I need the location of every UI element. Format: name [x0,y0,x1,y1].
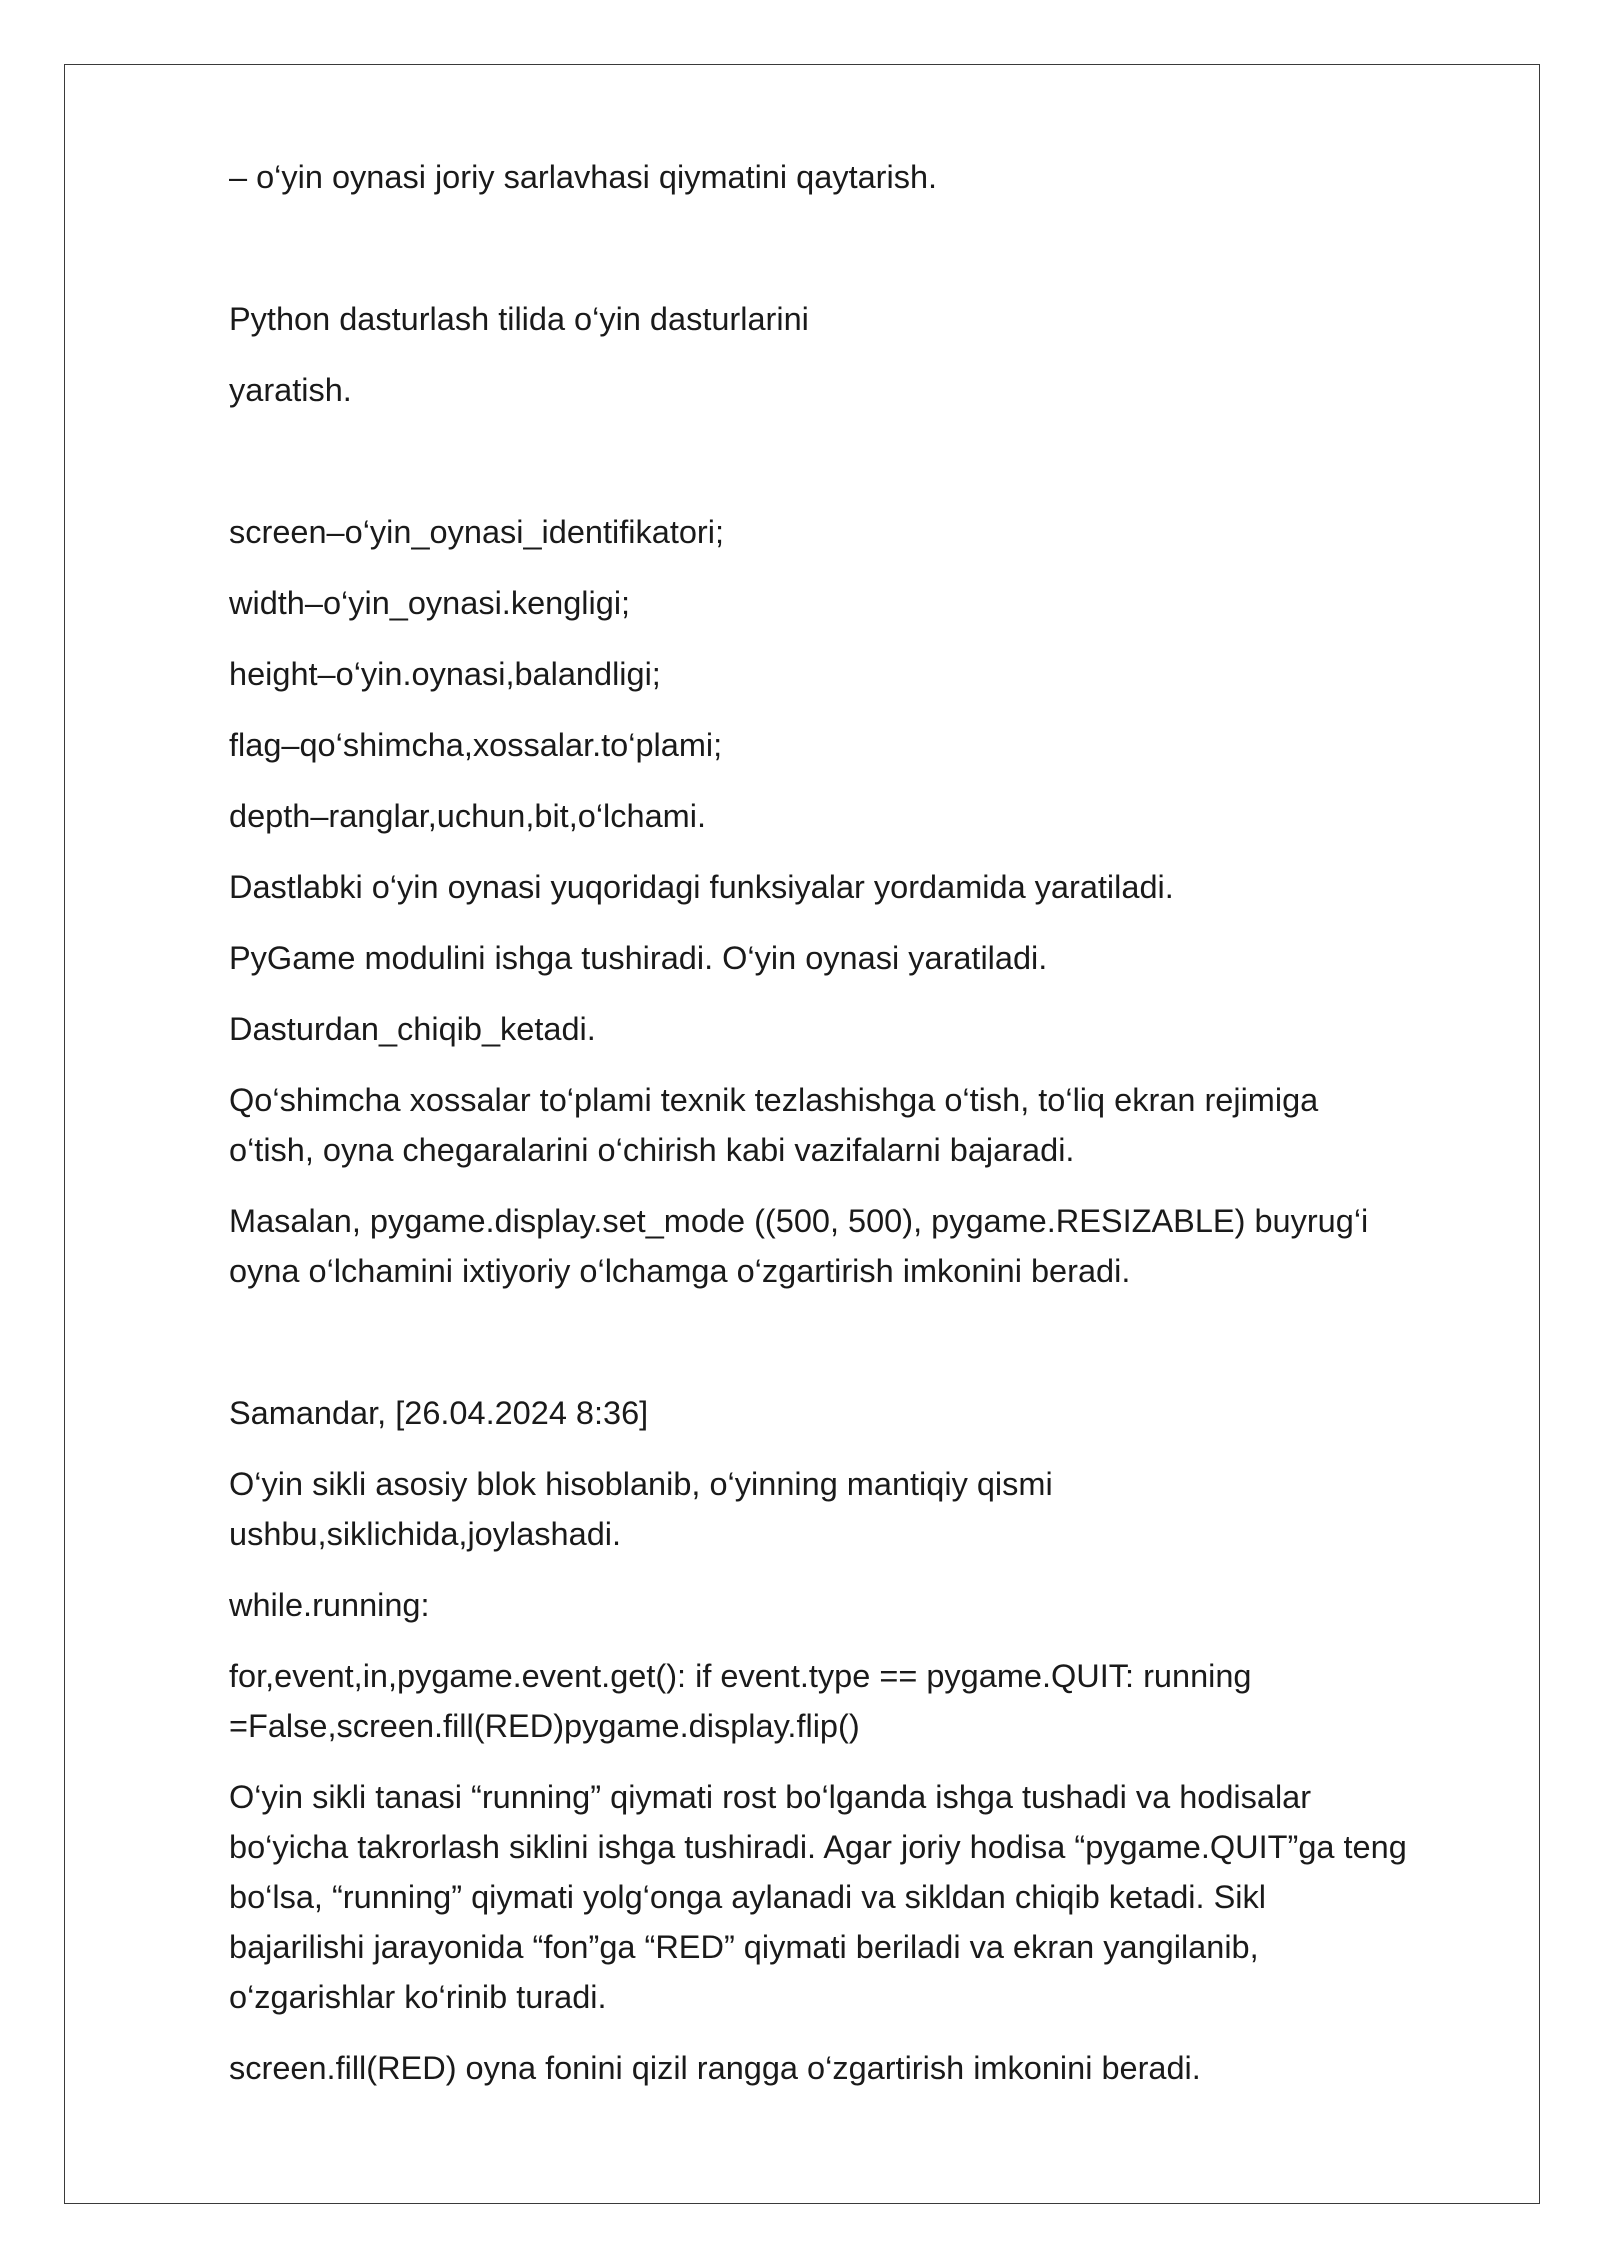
paragraph: Dastlabki o‘yin oynasi yuqoridagi funksiyalar yordamida yaratiladi. [229,869,1174,905]
paragraph: height–o‘yin.oynasi,balandligi; [229,656,661,692]
paragraph: – o‘yin oynasi joriy sarlavhasi qiymatini qaytarish. [229,159,938,195]
paragraph: screen.fill(RED) oyna fonini qizil rangga o‘zgartirish imkonini beradi. [229,2050,1201,2086]
paragraph: Python dasturlash tilida o‘yin dasturlarini [229,301,809,337]
paragraph: O‘yin sikli tanasi “running” qiymati rost bo‘lganda ishga tushadi va hodisalar bo‘yicha takrorlash siklini ishga tushiradi. Agar joriy hodisa “pygame.QUIT”ga teng bo‘lsa, “running” qiymati yolg‘onga aylanadi va sikldan chiqib ketadi. Sikl bajarilishi jarayonida “fon”ga “RED” qiymati beriladi va ekran yangilanib, o‘zgarishlar ko‘rinib turadi. [229,1779,1407,2015]
paragraph: Dasturdan_chiqib_ketadi. [229,1011,596,1047]
paragraph: flag–qo‘shimcha,xossalar.to‘plami; [229,727,723,763]
paragraph: Qo‘shimcha xossalar to‘plami texnik tezlashishga o‘tish, to‘liq ekran rejimiga o‘tish, oyna chegaralarini o‘chirish kabi vazifalarni bajaradi. [229,1082,1319,1168]
paragraph: Masalan, pygame.display.set_mode ((500, 500), pygame.RESIZABLE) buyrug‘i oyna o‘lchamini ixtiyoriy o‘lchamga o‘zgartirish imkonini beradi. [229,1203,1369,1289]
document-body [229,152,1499,2093]
paragraph: yaratish. [229,372,352,408]
paragraph: PyGame modulini ishga tushiradi. O‘yin oynasi yaratiladi. [229,940,1048,976]
paragraph: while.running: [229,1587,430,1623]
paragraph: depth–ranglar,uchun,bit,o‘lchami. [229,798,706,834]
paragraph: O‘yin sikli asosiy blok hisoblanib, o‘yinning mantiqiy qismi ushbu,siklichida,joylashadi. [229,1466,1053,1552]
paragraph: width–o‘yin_oynasi.kengligi; [229,585,631,621]
paragraph: Samandar, [26.04.2024 8:36] [229,1395,649,1431]
paragraph: for,event,in,pygame.event.get(): if event.type == pygame.QUIT: running =False,screen.fill(RED)pygame.display.flip() [229,1658,1252,1744]
paragraph: screen–o‘yin_oynasi_identifikatori; [229,514,725,550]
